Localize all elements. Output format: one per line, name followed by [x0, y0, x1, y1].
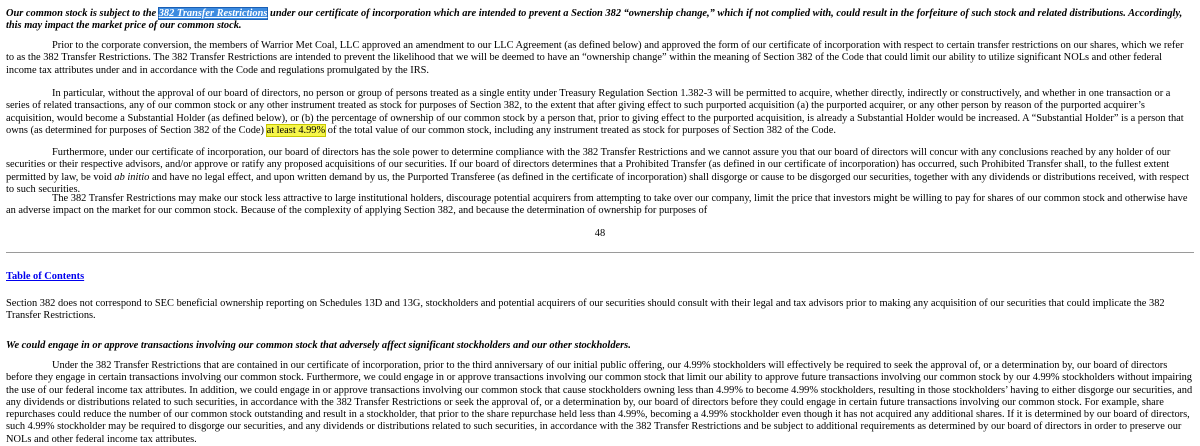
- page-number: 48: [594, 228, 606, 239]
- paragraph-substantial-holder: [6, 88, 1194, 137]
- risk-heading-transactions: We could engage in or approve transactions involving our common stock that adversely affect significant stockholders and our other stockholders.: [6, 340, 631, 351]
- heading-text-post: under our certificate of incorporation which are intended to prevent a Section 382 “ownership change,” which if not complied with, could result in the forfeiture of such stock and related distributions. Accordingly, this may impact the market price of our common stock.: [6, 8, 1183, 32]
- latin-term: ab initio: [114, 171, 150, 183]
- paragraph-text-post: of the total value of our common stock, including any instrument treated as stock for purposes of Section 382 of the Code.: [325, 124, 836, 136]
- page-divider: [6, 252, 1194, 253]
- highlighted-text: at least 4.99%: [266, 124, 326, 136]
- table-of-contents-link[interactable]: Table of Contents: [6, 271, 85, 282]
- risk-heading-382-restrictions: [6, 8, 1194, 33]
- selected-text[interactable]: 382 Transfer Restrictions: [158, 8, 268, 19]
- paragraph-text-post: and have no legal effect, and upon written demand by us, the Purported Transferee (as defined in the certificate of incorporation) shall disgorge or cause to be disgorged our securities, together with any dividends or distributions received, with respect to such securities.: [6, 171, 1189, 195]
- heading-text-pre: Our common stock is subject to the: [6, 8, 159, 19]
- paragraph-text-pre: Furthermore, under our certificate of incorporation, our board of directors has the sole power to determine compliance with the 382 Transfer Restrictions and we cannot assure you that our board of directors will concur with any conclusions reached by any holder of our securities or their respective advisors, and/or approve or ratify any proposed acquisitions of our securities. If our board of directors determines that a Prohibited Transfer (as defined in our certificate of incorporation) has occurred, such Prohibited Transfer shall, to the fullest extent permitted by law, be void: [6, 147, 1171, 183]
- paragraph-corporate-conversion: Prior to the corporate conversion, the members of Warrior Met Coal, LLC approved an amendment to our LLC Agreement (as defined below) and approved the form of our certificate of incorporation with respect to certain transfer restrictions on our shares, which we refer to as the 382 Transfer Restrictions. The 382 Transfer Restrictions are intended to prevent the likelihood that we will be deemed to have an “ownership change” within the meaning of Section 382 of the Code that could limit our ability to utilize significant NOLs and other federal income tax attributes under and in accordance with the Code and regulations promulgated by the IRS.: [6, 40, 1184, 76]
- paragraph-attractiveness: The 382 Transfer Restrictions may make our stock less attractive to large institutional holders, discourage potential acquirers from attempting to take over our company, limit the price that investors might be willing to pay for shares of our common stock and otherwise have an adverse impact on the market for our common stock. Because of the complexity of applying Section 382, and because the determination of ownership for purposes of: [6, 193, 1188, 217]
- paragraph-board-compliance: [6, 147, 1194, 196]
- paragraph-sec-reporting: Section 382 does not correspond to SEC beneficial ownership reporting on Schedules 13D and 13G, stockholders and potential acquirers of our securities should consult with their legal and tax advisors prior to making any acquisition of our securities that could implicate the 382 Transfer Restrictions.: [6, 298, 1165, 322]
- paragraph-stockholder-approval: Under the 382 Transfer Restrictions that are contained in our certificate of incorporation, prior to the third anniversary of our initial public offering, our 4.99% stockholders will effectively be required to seek the approval of, or a determination by, our board of directors before they engage in certain transactions involving our common stock. Furthermore, we could engage in or approve transactions involving our common stock that limit our ability to approve future transactions involving our common stock by our 4.99% stockholders without impairing the use of our federal income tax attributes. In addition, we could engage in or approve transactions involving our common stock that cause stockholders owning less than 4.99% to become 4.99% stockholders, resulting in those stockholders’ having to either disgorge our securities, and any dividends or distributions related to such securities, in accordance with the 382 Transfer Restrictions or seek the approval of, or a determination by, our board of directors before they could engage in certain future transactions involving our common stock. For example, share repurchases could reduce the number of our common stock outstanding and result in a stockholder, that prior to the share repurchase held less than 4.99%, becoming a 4.99% stockholder even though it has not acquired any additional shares. If it is determined by our board of directors, such 4.99% stockholder may be required to disgorge our securities, and any dividends or distributions related to such securities, in accordance with the 382 Transfer Restrictions and be subject to additional requirements as determined by our board of directors in order to preserve our NOLs and other federal income tax attributes.: [6, 360, 1193, 445]
- paragraph-text-pre: In particular, without the approval of our board of directors, no person or group of persons treated as a single entity under Treasury Regulation Section 1.382-3 will be permitted to acquire, whether directly, indirectly or constructively, and whether in one transaction or a series of related transactions, any of our common stock or any other instrument treated as stock for purposes of Section 382, to the extent that after giving effect to such purported acquisition (a) the purported acquirer, or any other person by reason of the purported acquirer’s acquisition, would become a Substantial Holder (as defined below), or (b) the percentage of ownership of our common stock by a person that, prior to giving effect to the purported acquisition, is already a Substantial Holder would be increased. A “Substantial Holder” is a person that owns (as determined for purposes of Section 382 of the Code): [6, 88, 1184, 136]
